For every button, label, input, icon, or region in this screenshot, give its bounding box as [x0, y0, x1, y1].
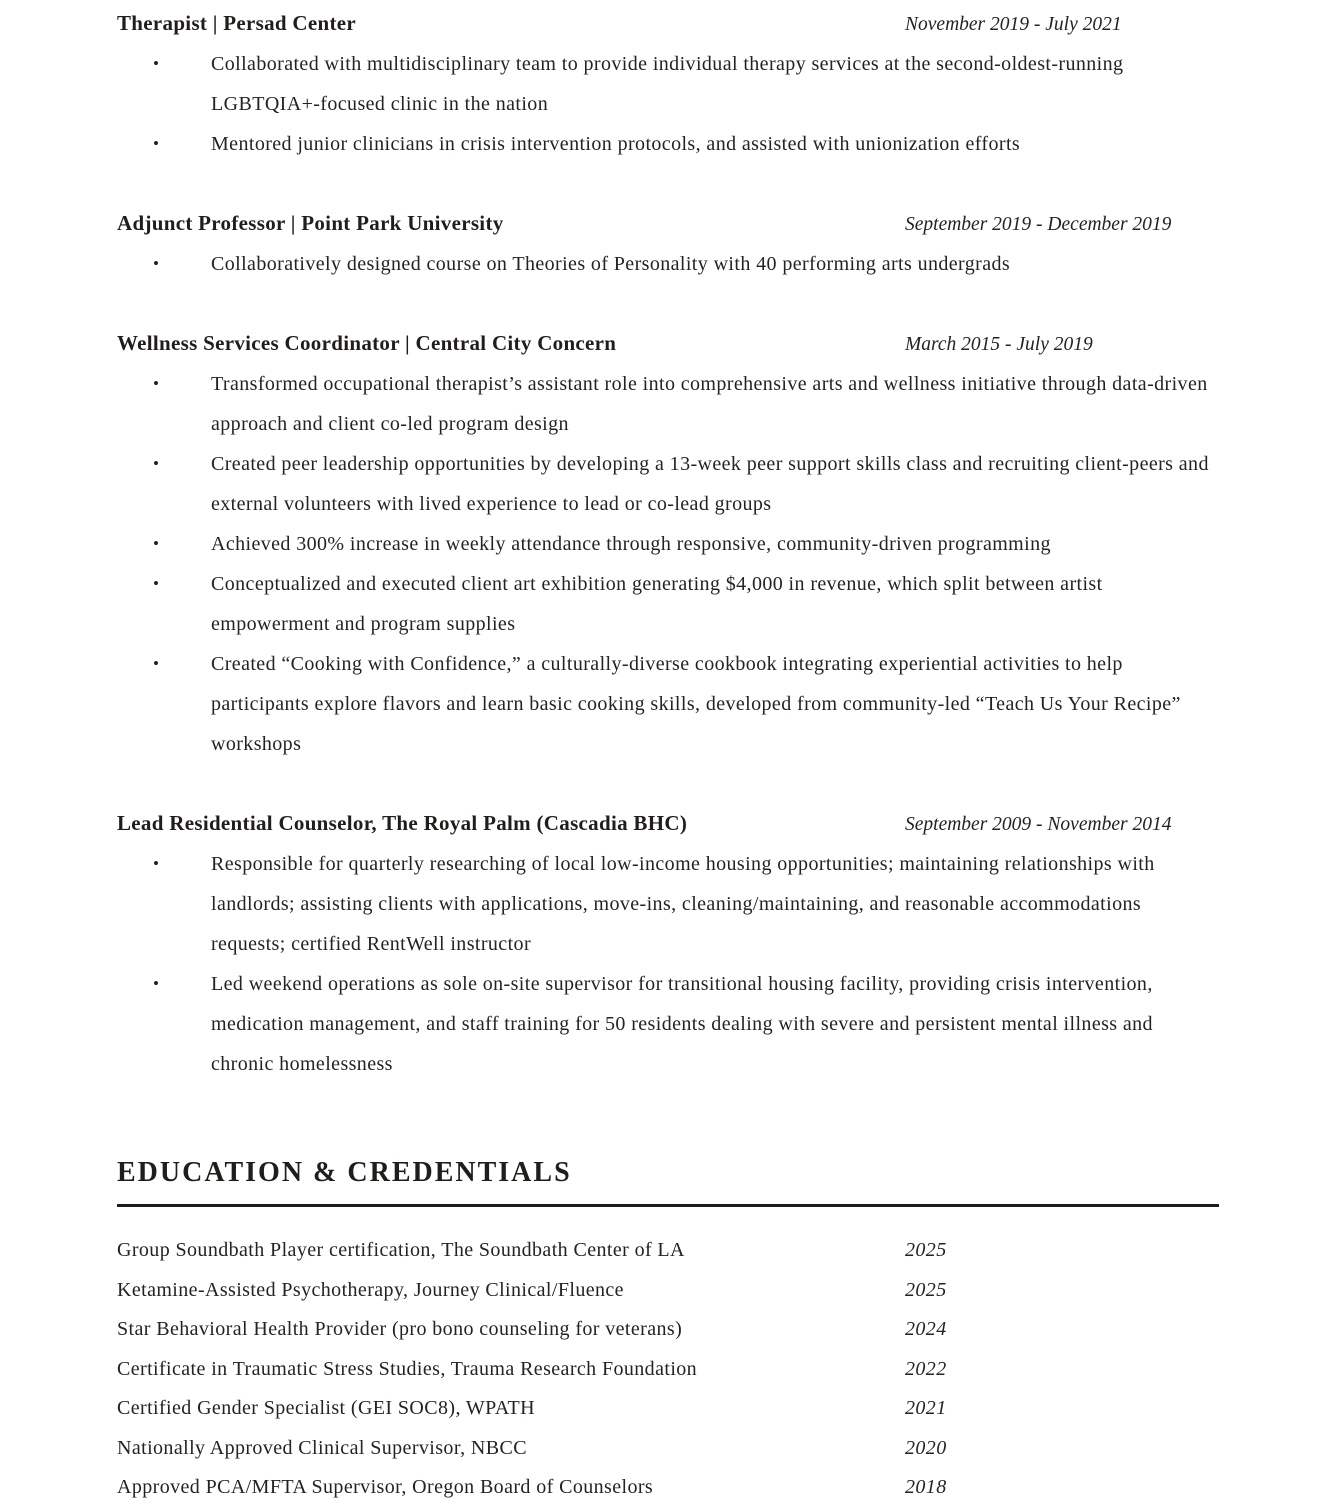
credential-name: Approved PCA/MFTA Supervisor, Oregon Board of Counselors	[117, 1476, 654, 1498]
job-entry-adjunct-professor	[117, 208, 1219, 284]
job-dates: November 2019 - July 2021	[905, 14, 1122, 35]
credential-row	[117, 1310, 1219, 1350]
bullet-list	[117, 244, 1219, 284]
job-title: Lead Residential Counselor, The Royal Palm (Cascadia BHC)	[117, 811, 688, 835]
section-heading-education: EDUCATION & CREDENTIALS	[117, 1157, 572, 1188]
credential-row	[117, 1429, 1219, 1469]
credential-year: 2025	[905, 1239, 947, 1261]
credential-year: 2022	[905, 1357, 947, 1380]
job-dates: September 2019 - December 2019	[905, 214, 1172, 235]
credential-name: Ketamine-Assisted Psychotherapy, Journey Clinical/Fluence	[117, 1278, 624, 1301]
credential-row	[117, 1350, 1219, 1390]
job-title: Therapist | Persad Center	[117, 11, 357, 35]
job-dates: September 2009 - November 2014	[905, 814, 1172, 835]
credentials-list	[117, 1231, 1219, 1508]
bullet-list	[117, 844, 1219, 1084]
credential-row	[117, 1389, 1219, 1429]
section-divider	[117, 1204, 1219, 1207]
bullet-item: • Transformed occupational therapist’s assistant role into comprehensive arts and wellness initiative through data-driven approach and client co-led program design	[117, 364, 1219, 444]
bullet-item: • Conceptualized and executed client art exhibition generating $4,000 in revenue, which split between artist empowerment and program supplies	[117, 564, 1219, 644]
credential-year: 2025	[905, 1278, 947, 1301]
bullet-item: • Collaborated with multidisciplinary team to provide individual therapy services at the second-oldest-running LGBTQIA+-focused clinic in the nation	[117, 44, 1219, 124]
job-entry-lead-residential-counselor	[117, 808, 1219, 1084]
bullet-list	[117, 44, 1219, 164]
job-title: Wellness Services Coordinator | Central City Concern	[117, 331, 617, 355]
bullet-item: • Mentored junior clinicians in crisis intervention protocols, and assisted with unionization efforts	[117, 124, 1219, 164]
bullet-list	[117, 364, 1219, 764]
job-entry-wellness-coordinator	[117, 328, 1219, 764]
credential-row	[117, 1271, 1219, 1311]
credential-name: Certified Gender Specialist (GEI SOC8), WPATH	[117, 1397, 535, 1419]
credential-name: Star Behavioral Health Provider (pro bono counseling for veterans)	[117, 1318, 683, 1340]
job-entry-therapist	[117, 8, 1219, 164]
credential-year: 2020	[905, 1436, 947, 1459]
bullet-item: • Collaboratively designed course on Theories of Personality with 40 performing arts undergrads	[117, 244, 1219, 284]
credential-name: Certificate in Traumatic Stress Studies, Trauma Research Foundation	[117, 1357, 698, 1380]
bullet-item: • Achieved 300% increase in weekly attendance through responsive, community-driven programming	[117, 524, 1219, 564]
bullet-item: • Responsible for quarterly researching of local low-income housing opportunities; maintaining relationships with landlords; assisting clients with applications, move-ins, cleaning/maintaining, and reasonable accommodations requests; certified RentWell instructor	[117, 844, 1219, 964]
credential-name: Nationally Approved Clinical Supervisor, NBCC	[117, 1436, 527, 1459]
bullet-item: • Created peer leadership opportunities by developing a 13-week peer support skills class and recruiting client-peers and external volunteers with lived experience to lead or co-lead groups	[117, 444, 1219, 524]
job-title: Adjunct Professor | Point Park University	[117, 211, 504, 235]
credential-row	[117, 1231, 1219, 1271]
job-header	[117, 328, 1219, 360]
job-header	[117, 208, 1219, 240]
credential-name: Group Soundbath Player certification, The Soundbath Center of LA	[117, 1239, 685, 1261]
bullet-item: • Led weekend operations as sole on-site supervisor for transitional housing facility, providing crisis intervention, medication management, and staff training for 50 residents dealing with severe and persistent mental illness and chronic homelessness	[117, 964, 1219, 1084]
job-header	[117, 8, 1219, 40]
job-dates: March 2015 - July 2019	[905, 334, 1093, 355]
credential-year: 2024	[905, 1318, 947, 1340]
education-credentials-section	[117, 1156, 1219, 1508]
job-header	[117, 808, 1219, 840]
bullet-item: • Created “Cooking with Confidence,” a culturally-diverse cookbook integrating experiential activities to help participants explore flavors and learn basic cooking skills, developed from community-led “Teach Us Your Recipe” workshops	[117, 644, 1219, 764]
credential-year: 2018	[905, 1476, 947, 1498]
credential-year: 2021	[905, 1397, 947, 1419]
credential-row	[117, 1468, 1219, 1508]
